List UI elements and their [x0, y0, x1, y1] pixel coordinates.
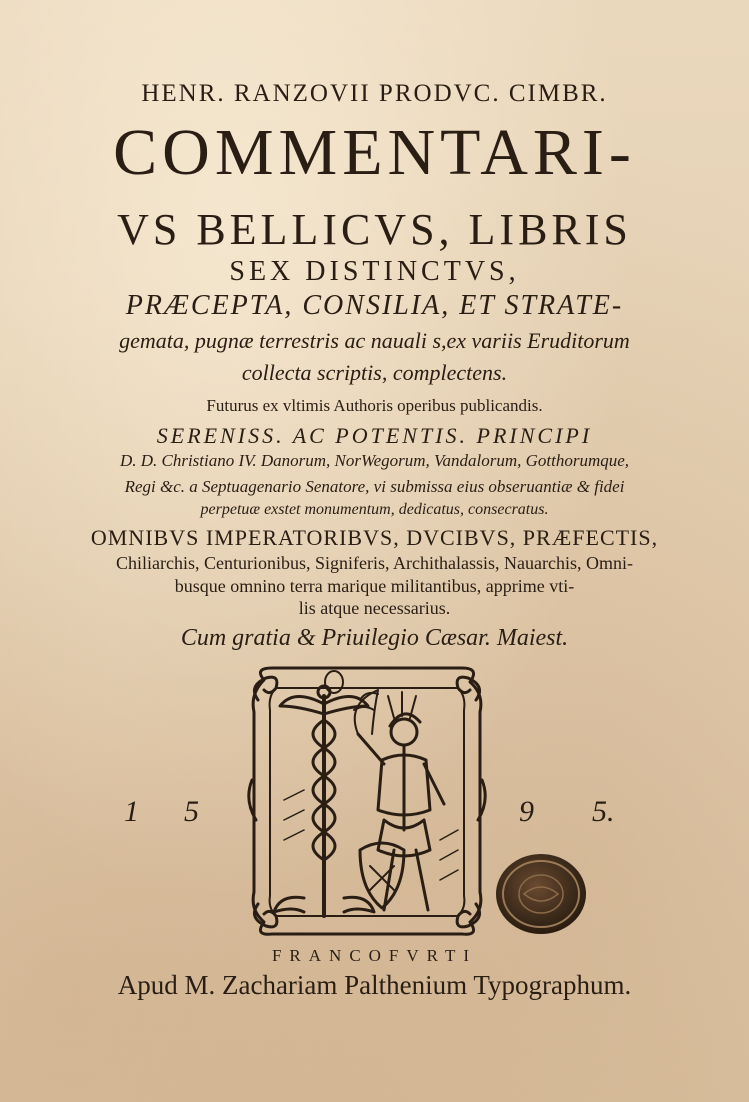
year-digit-4: 5.: [592, 795, 615, 828]
title-line-1: COMMENTARI-: [113, 116, 636, 189]
dedication-line-1: SERENISS. AC POTENTIS. PRINCIPI: [156, 423, 593, 448]
praecepta-line-3: collecta scriptis, complectens.: [241, 360, 508, 385]
omnibus-line-2: Chiliarchis, Centurionibus, Signiferis, Archithalassis, Nauarchis, Omni-: [116, 553, 633, 573]
library-stamp-icon: [494, 852, 588, 936]
dedication-line-3: Regi &c. a Septuagenario Senatore, vi submissa eius obseruantiæ & fidei: [124, 477, 625, 496]
omnibus-line-1: OMNIBVS IMPERATORIBVS, DVCIBVS, PRÆFECTIS,: [90, 525, 659, 550]
author-line: HENR. RANZOVII PRODVC. CIMBR.: [141, 80, 608, 107]
privilege-line: Cum gratia & Priuilegio Cæsar. Maiest.: [180, 625, 569, 651]
praecepta-line-1: PRÆCEPTA, CONSILIA, ET STRATE-: [125, 290, 624, 321]
city-line: FRANCOFVRTI: [271, 946, 478, 965]
dedication-line-4: perpetuæ exstet monumentum, dedicatus, consecratus.: [200, 501, 549, 518]
title-line-2: VS BELLICVS, LIBRIS: [117, 205, 632, 254]
year-digit-3: 9: [519, 795, 534, 828]
printer-line: Apud M. Zachariam Palthenium Typographum.: [117, 970, 632, 1000]
woodcut-printer-device-icon: [244, 660, 490, 942]
praecepta-line-2: gemata, pugnæ terrestris ac nauali s,ex variis Eruditorum: [119, 328, 630, 353]
year-digit-1: 1: [124, 795, 139, 828]
dedication-line-2: D. D. Christiano IV. Danorum, NorWegorum, Vandalorum, Gotthorumque,: [119, 451, 630, 470]
futurus-line: Futurus ex vltimis Authoris operibus publicandis.: [206, 396, 543, 415]
title-line-3: SEX DISTINCTVS,: [229, 256, 520, 287]
year-digit-2: 5: [184, 795, 199, 828]
omnibus-line-3: busque omnino terra marique militantibus, apprime vti-: [174, 576, 575, 596]
omnibus-line-4: lis atque necessarius.: [298, 598, 451, 618]
